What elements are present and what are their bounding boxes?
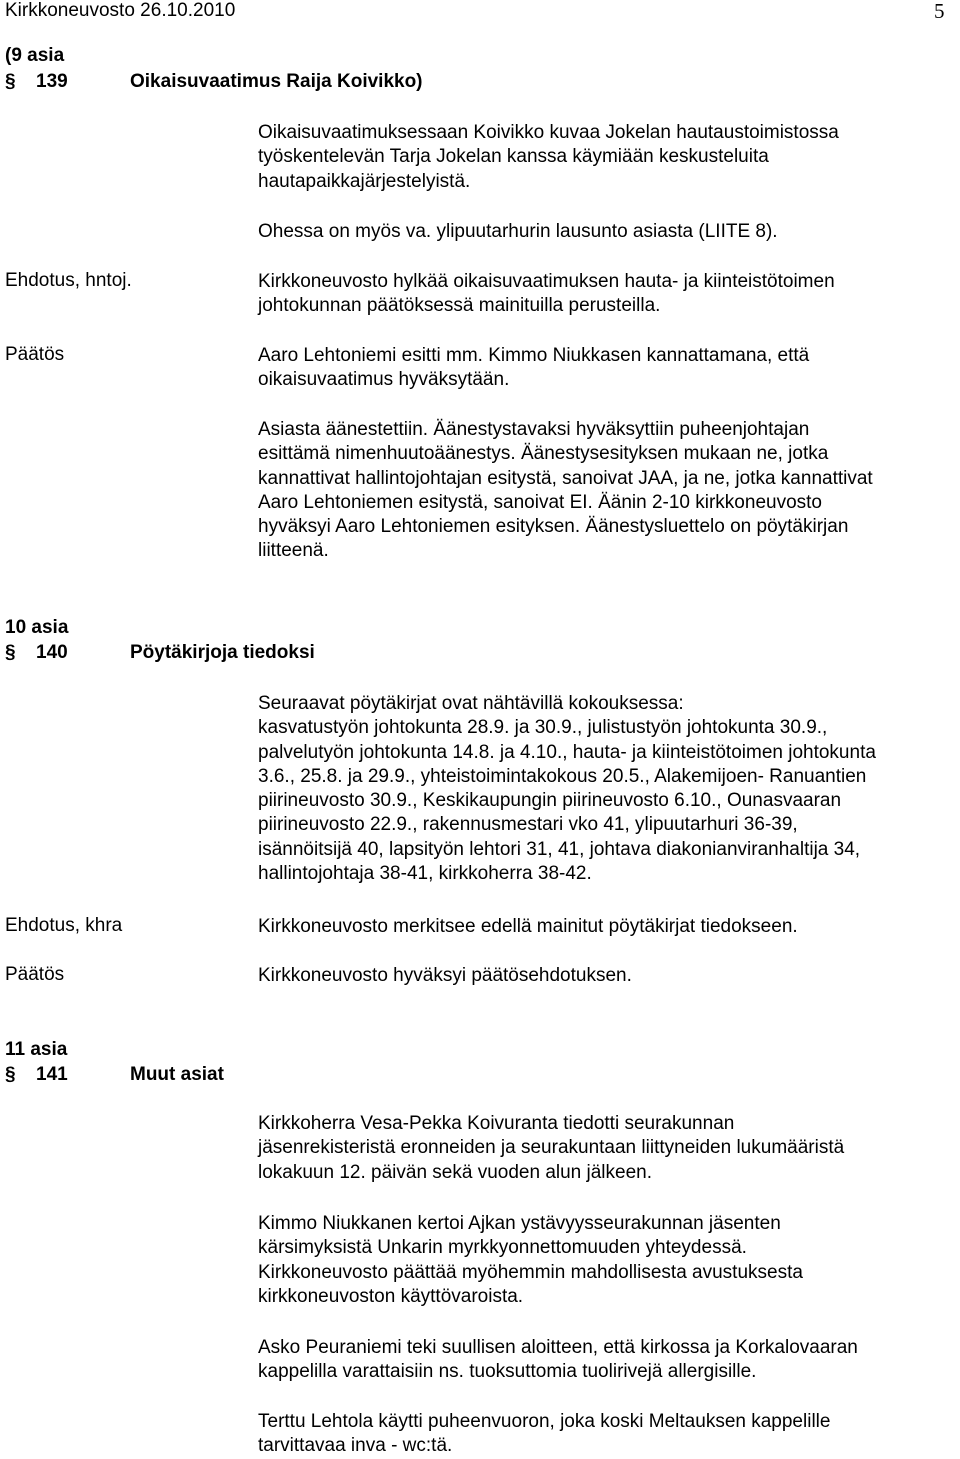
section-10-paragraph-symbol: § bbox=[5, 642, 16, 663]
text-line: Kirkkoneuvosto merkitsee edellä mainitut pöytäkirjat tiedokseen. bbox=[258, 916, 798, 937]
text-line: Kirkkoneuvosto päättää myöhemmin mahdollisesta avustuksesta bbox=[258, 1261, 803, 1283]
section-9-asia: (9 asia bbox=[5, 45, 65, 66]
text-line: hallintojohtaja 38-41, kirkkoherra 38-42. bbox=[258, 863, 592, 885]
text-line: Asiasta äänestettiin. Äänestystavaksi hyväksyttiin puheenjohtajan bbox=[258, 419, 810, 440]
page-number: 5 bbox=[934, 0, 945, 23]
text-line: oikaisuvaatimus hyväksytään. bbox=[258, 369, 510, 391]
text-line: johtokunnan päätöksessä mainituilla perusteilla. bbox=[258, 295, 661, 317]
section-9-paragraph-symbol: § bbox=[5, 71, 16, 92]
text-line: 3.6., 25.8. ja 29.9., yhteistoimintakokous 20.5., Alakemijoen- Ranuantien bbox=[258, 765, 867, 787]
section-9-proposal bbox=[258, 270, 948, 319]
section-10-decision bbox=[258, 964, 948, 988]
section-11-paragraph-4 bbox=[258, 1410, 948, 1459]
text-line: lokakuun 12. päivän sekä vuoden alun jälkeen. bbox=[258, 1161, 653, 1183]
text-line: Terttu Lehtola käytti puheenvuoron, joka koski Meltauksen kappelille bbox=[258, 1411, 831, 1432]
section-11-paragraph-2 bbox=[258, 1212, 948, 1309]
text-line: Aaro Lehtoniemi esitti mm. Kimmo Niukkasen kannattamana, että bbox=[258, 345, 810, 366]
text-line: hyväksyi Aaro Lehtoniemen esityksen. Äänestysluettelo on pöytäkirjan bbox=[258, 516, 849, 538]
text-line: Ohessa on myös va. ylipuutarhurin lausunto asiasta (LIITE 8). bbox=[258, 221, 778, 242]
section-9-title: Oikaisuvaatimus Raija Koivikko) bbox=[130, 71, 423, 92]
section-10-proposal bbox=[258, 915, 948, 939]
section-11-asia: 11 asia bbox=[5, 1039, 68, 1060]
text-line: Aaro Lehtoniemen esitystä, sanoivat EI. Äänin 2-10 kirkkoneuvosto bbox=[258, 491, 822, 513]
text-line: Kimmo Niukkanen kertoi Ajkan ystävyysseurakunnan jäsenten bbox=[258, 1213, 781, 1234]
section-10-asia: 10 asia bbox=[5, 617, 69, 638]
text-line: kärsimyksistä Unkarin myrkkyonnettomuuden yhteydessä. bbox=[258, 1237, 747, 1259]
section-10-decision-label: Päätös bbox=[5, 964, 65, 985]
text-line: Kirkkoherra Vesa-Pekka Koivuranta tiedotti seurakunnan bbox=[258, 1113, 735, 1134]
text-line: Asko Peuraniemi teki suullisen aloitteen, että kirkossa ja Korkalovaaran bbox=[258, 1337, 858, 1358]
section-11-paragraph-1 bbox=[258, 1112, 948, 1185]
text-line: piirineuvosto 22.9., rakennusmestari vko 41, ylipuutarhuri 36-39, bbox=[258, 814, 798, 836]
text-line: tarvittavaa inva - wc:tä. bbox=[258, 1435, 453, 1457]
text-line: palvelutyön johtokunta 14.8. ja 4.10., hauta- ja kiinteistötoimen johtokunta bbox=[258, 741, 876, 763]
text-line: piirineuvosto 30.9., Keskikaupungin piirineuvosto 6.10., Ounasvaaran bbox=[258, 790, 842, 812]
section-10-number: 140 bbox=[36, 642, 68, 663]
section-9-decision-label: Päätös bbox=[5, 344, 65, 365]
section-9-decision bbox=[258, 344, 948, 393]
text-line: isännöitsijä 40, lapsityön lehtori 31, 41, johtava diakonianviranhaltija 34, bbox=[258, 838, 861, 860]
section-10-proposal-label: Ehdotus, khra bbox=[5, 915, 123, 936]
text-line: esittämä nimenhuutoäänestys. Äänestysesityksen mukaan ne, jotka bbox=[258, 443, 829, 465]
text-line: kappelilla varattaisiin ns. tuoksuttomia tuolirivejä allergisille. bbox=[258, 1361, 757, 1383]
text-line: Seuraavat pöytäkirjat ovat nähtävillä kokouksessa: bbox=[258, 693, 684, 714]
text-line: kirkkoneuvoston käyttövaroista. bbox=[258, 1285, 524, 1307]
section-10-intro bbox=[258, 692, 948, 886]
section-9-note bbox=[258, 220, 948, 244]
text-line: Kirkkoneuvosto hyväksyi päätösehdotuksen. bbox=[258, 965, 632, 986]
text-line: työskentelevän Tarja Jokelan kanssa käymiään keskusteluita bbox=[258, 146, 769, 168]
section-9-vote bbox=[258, 418, 948, 564]
text-line: liitteenä. bbox=[258, 540, 329, 562]
section-9-number: 139 bbox=[36, 71, 68, 92]
text-line: hautapaikkajärjestelyistä. bbox=[258, 170, 471, 192]
section-11-title: Muut asiat bbox=[130, 1064, 224, 1085]
text-line: kasvatustyön johtokunta 28.9. ja 30.9., julistustyön johtokunta 30.9., bbox=[258, 717, 828, 739]
header-title: Kirkkoneuvosto 26.10.2010 bbox=[5, 0, 236, 21]
text-line: jäsenrekisteristä eronneiden ja seurakuntaan liittyneiden lukumääristä bbox=[258, 1137, 845, 1159]
section-11-paragraph-3 bbox=[258, 1336, 948, 1385]
section-11-number: 141 bbox=[36, 1064, 68, 1085]
text-line: Kirkkoneuvosto hylkää oikaisuvaatimuksen hauta- ja kiinteistötoimen bbox=[258, 271, 835, 292]
text-line: Oikaisuvaatimuksessaan Koivikko kuvaa Jokelan hautaustoimistossa bbox=[258, 122, 839, 143]
section-9-intro bbox=[258, 121, 948, 194]
section-10-title: Pöytäkirjoja tiedoksi bbox=[130, 642, 315, 663]
section-11-paragraph-symbol: § bbox=[5, 1064, 16, 1085]
section-9-proposal-label: Ehdotus, hntoj. bbox=[5, 270, 132, 291]
text-line: kannattivat hallintojohtajan esitystä, sanoivat JAA, ja ne, jotka kannattivat bbox=[258, 467, 873, 489]
